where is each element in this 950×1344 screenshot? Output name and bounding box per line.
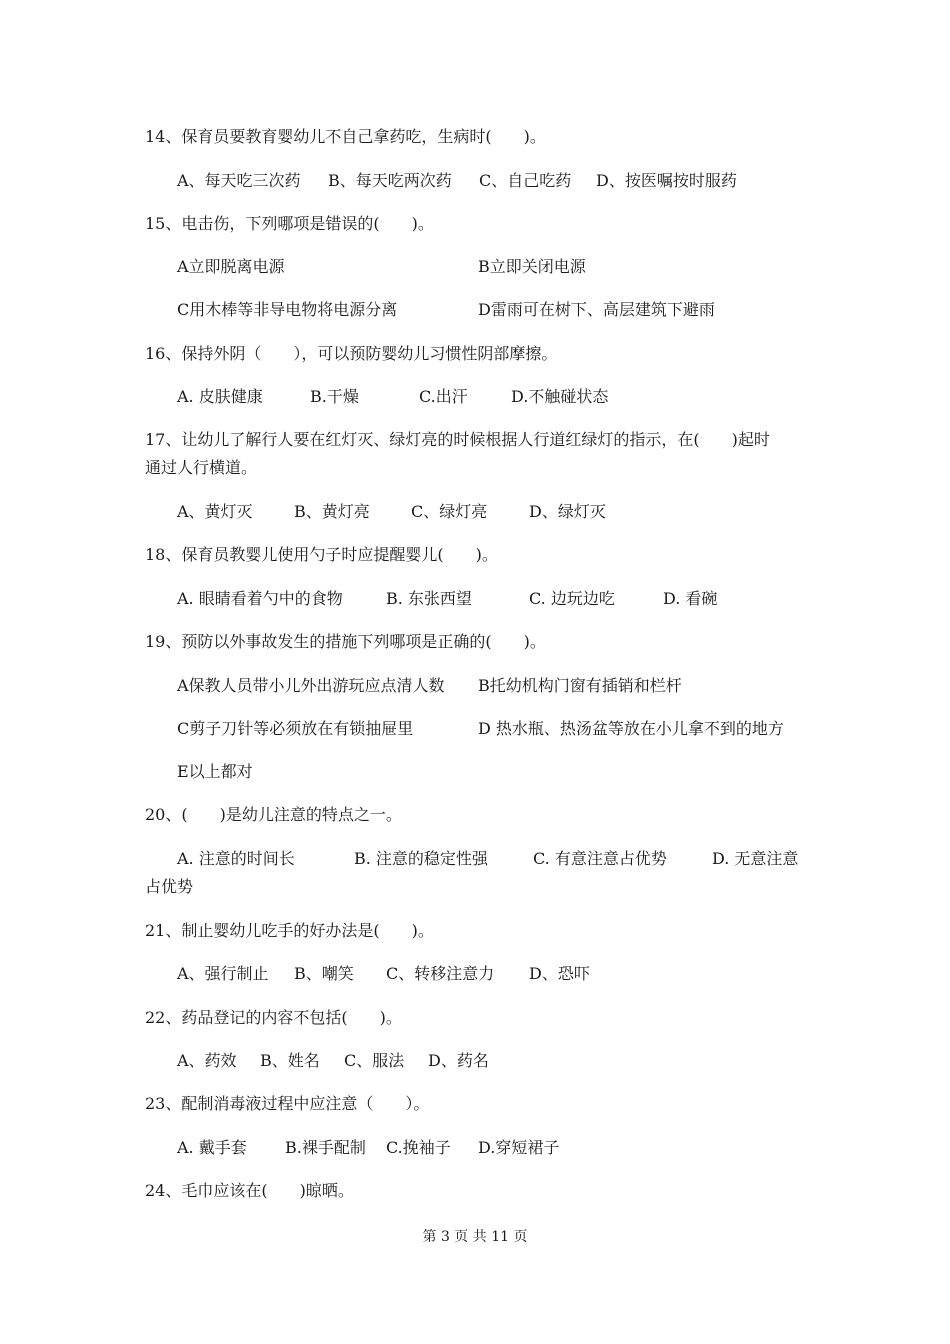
- question-19-stem: 19、预防以外事故发生的措施下列哪项是正确的( )。: [145, 632, 546, 651]
- option-d: D、按医嘱按时服药: [596, 171, 737, 190]
- option-d: D、药名: [428, 1051, 489, 1070]
- option-b: B、嘲笑: [294, 964, 354, 983]
- question-19-option-a: A保教人员带小儿外出游玩应点清人数: [177, 676, 445, 695]
- question-15-stem: 15、电击伤，下列哪项是错误的( )。: [145, 214, 434, 233]
- option-c: C.挽袖子: [386, 1138, 451, 1157]
- option-d: D.穿短裙子: [478, 1138, 560, 1157]
- option-d: D.不触碰状态: [511, 387, 609, 406]
- option-c: C.出汗: [419, 387, 468, 406]
- question-15-option-a: A立即脱离电源: [177, 257, 285, 276]
- question-24-stem: 24、毛巾应该在( )晾晒。: [145, 1181, 354, 1200]
- question-21-stem: 21、制止婴幼儿吃手的好办法是( )。: [145, 921, 434, 940]
- option-b: B、姓名: [260, 1051, 320, 1070]
- question-19-option-d: D 热水瓶、热汤盆等放在小儿拿不到的地方: [478, 719, 784, 738]
- option-d: D、恐吓: [529, 964, 590, 983]
- question-17-stem-line1: 17、让幼儿了解行人要在红灯灭、绿灯亮的时候根据人行道红绿灯的指示，在( )起时: [145, 430, 770, 449]
- option-b: B. 注意的稳定性强: [354, 849, 488, 868]
- option-c: C、转移注意力: [386, 964, 495, 983]
- option-a: A. 注意的时间长: [177, 849, 295, 868]
- question-20-option-d-wrap: 占优势: [145, 877, 194, 896]
- question-16-stem: 16、保持外阴（ ），可以预防婴幼儿习惯性阴部摩擦。: [145, 344, 558, 363]
- option-b: B.裸手配制: [285, 1138, 366, 1157]
- question-19-option-c: C剪子刀针等必须放在有锁抽屉里: [177, 719, 414, 738]
- page-number: 第 3 页 共 11 页: [422, 1229, 528, 1245]
- option-d: D. 无意注意: [712, 849, 799, 868]
- option-d: D、绿灯灭: [529, 502, 606, 521]
- question-23-stem: 23、配制消毒液过程中应注意（ ）。: [145, 1094, 430, 1113]
- option-c: C、绿灯亮: [411, 502, 488, 521]
- option-b: B. 东张西望: [386, 589, 472, 608]
- question-19-option-b: B托幼机构门窗有插销和栏杆: [478, 676, 682, 695]
- option-a: A. 眼睛看着勺中的食物: [177, 589, 343, 608]
- option-d: D. 看碗: [663, 589, 718, 608]
- question-15-option-c: C用木棒等非导电物将电源分离: [177, 300, 398, 319]
- question-18-stem: 18、保育员教婴儿使用勺子时应提醒婴儿( )。: [145, 545, 498, 564]
- question-20-stem: 20、( )是幼儿注意的特点之一。: [145, 805, 402, 824]
- question-15-option-d: D雷雨可在树下、高层建筑下避雨: [478, 300, 715, 319]
- option-a: A、强行制止: [177, 964, 269, 983]
- option-a: A、每天吃三次药: [177, 171, 301, 190]
- option-c: C. 边玩边吃: [529, 589, 615, 608]
- question-19-option-e: E以上都对: [177, 762, 253, 781]
- option-c: C、服法: [344, 1051, 405, 1070]
- question-14-stem: 14、保育员要教育婴幼儿不自己拿药吃，生病时( )。: [145, 127, 546, 146]
- question-17-stem-line2: 通过人行横道。: [145, 458, 258, 477]
- question-15-option-b: B立即关闭电源: [478, 257, 586, 276]
- option-c: C. 有意注意占优势: [533, 849, 667, 868]
- option-a: A、药效: [177, 1051, 237, 1070]
- option-b: B.干燥: [310, 387, 359, 406]
- option-a: A. 皮肤健康: [177, 387, 263, 406]
- option-b: B、每天吃两次药: [328, 171, 452, 190]
- option-a: A. 戴手套: [177, 1138, 247, 1157]
- option-c: C、自己吃药: [479, 171, 572, 190]
- question-22-stem: 22、药品登记的内容不包括( )。: [145, 1008, 402, 1027]
- option-b: B、黄灯亮: [294, 502, 370, 521]
- option-a: A、黄灯灭: [177, 502, 253, 521]
